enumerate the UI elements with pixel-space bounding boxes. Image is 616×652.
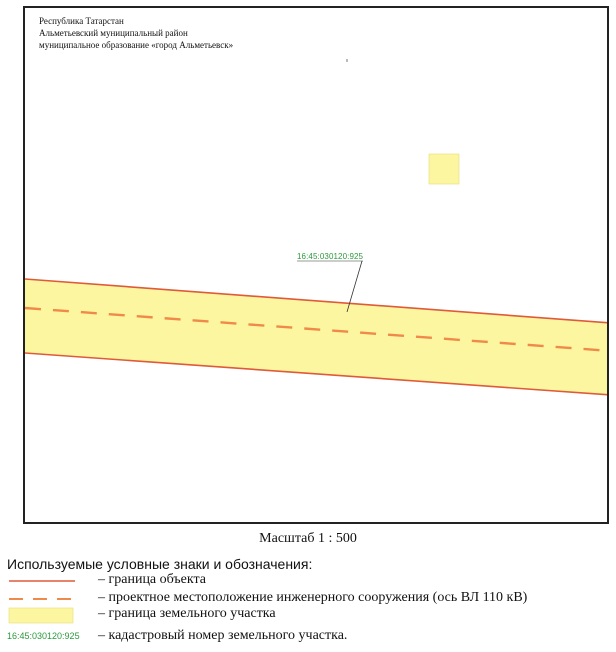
- cadastral-number-label[interactable]: 16:45:030120:925: [297, 252, 364, 261]
- land-parcel-strip[interactable]: [25, 279, 609, 395]
- scale-label: Масштаб 1 : 500: [259, 531, 357, 546]
- header-municipality: муниципальное образование «город Альметьевск»: [39, 40, 234, 50]
- legend-item-land-parcel: [7, 606, 607, 624]
- yellow-box-icon: [7, 606, 79, 624]
- legend-text-object-boundary: – граница объекта: [98, 572, 206, 587]
- legend-text-cadastral-number: – кадастровый номер земельного участка.: [98, 628, 348, 643]
- legend-text-land-parcel: – граница земельного участка: [98, 606, 276, 621]
- map-header: [39, 15, 233, 51]
- header-district: Альметьевский муниципальный район: [39, 28, 188, 38]
- map-frame[interactable]: [23, 6, 609, 524]
- legend-cadastral-sample: 16:45:030120:925: [7, 631, 80, 641]
- map-canvas[interactable]: [25, 8, 609, 524]
- small-land-parcel[interactable]: [429, 154, 459, 184]
- header-republic: Республика Татарстан: [39, 16, 124, 26]
- legend-item-object-boundary: [7, 572, 607, 590]
- red-solid-line-icon: [7, 572, 79, 590]
- legend-text-power-line-axis: – проектное местоположение инженерного сооружения (ось ВЛ 110 кВ): [98, 590, 528, 605]
- legend-title: Используемые условные знаки и обозначения:: [7, 556, 313, 572]
- legend-item-cadastral-number: [7, 628, 607, 646]
